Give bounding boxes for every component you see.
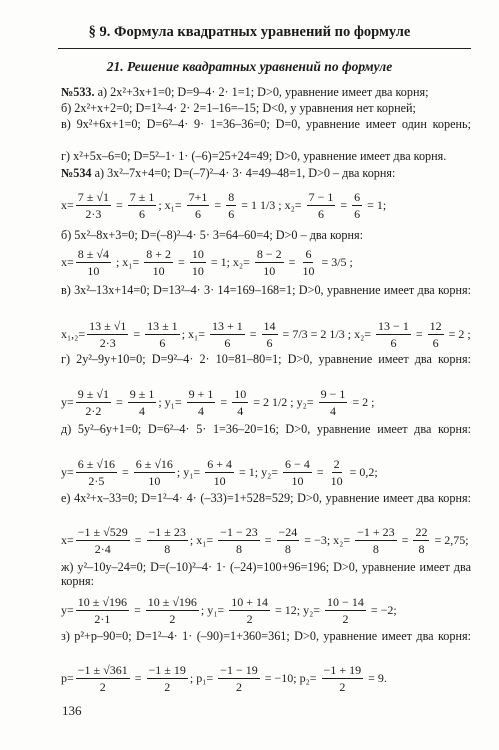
denominator: 6 <box>317 206 324 221</box>
formula-operator: = 12; y₂= <box>271 602 324 617</box>
fraction <box>76 457 117 488</box>
denominator: 6 <box>432 335 439 350</box>
denominator: 8 <box>418 541 425 556</box>
problem-534-e: е) 4x²+x–33=0; D=1²–4· 4· (–33)=1+528=529; D>0, уравнение имеет два корня: <box>61 491 471 505</box>
numerator: −1 ± 19 <box>148 662 186 677</box>
numerator: 13 − 1 <box>378 318 409 333</box>
numerator: 10 ± √196 <box>147 594 197 609</box>
subsection-title: 21. Решение квадратных уравнений по формуле <box>106 59 393 74</box>
formula-operator: = <box>285 254 299 269</box>
section-title: § 9. Формула квадратных уравнений по формуле <box>88 24 411 40</box>
formula-root-label: ; y₁= <box>200 602 228 617</box>
formula-operator: = <box>130 602 144 617</box>
formula-operator: = <box>118 464 132 479</box>
numerator: −1 + 19 <box>323 662 362 677</box>
denominator: 6 <box>159 335 166 350</box>
formula-root-label: ; x₁= <box>158 197 185 212</box>
denominator: 8 <box>164 541 171 556</box>
fraction <box>128 387 157 418</box>
title-divider <box>58 48 471 49</box>
denominator: 2·3 <box>99 335 116 350</box>
formula-534-b <box>61 241 473 283</box>
formula-534-e <box>61 519 473 561</box>
fraction <box>147 663 188 694</box>
formula-variable: x= <box>61 532 74 547</box>
denominator: 8 <box>284 541 291 556</box>
fraction <box>307 190 336 221</box>
formula-534-g <box>61 381 473 423</box>
problem-533-a: №533. а) 2x²+3x+1=0; D=9–4· 2· 1=1; D>0, уравнение имеет два корня; <box>61 85 429 99</box>
page-number: 136 <box>62 703 82 718</box>
fraction <box>352 190 362 221</box>
fraction <box>218 663 260 694</box>
fraction <box>329 457 345 488</box>
formula-operator: = <box>211 197 225 212</box>
fraction <box>255 247 284 278</box>
formula-text: = 2 ; <box>445 326 471 341</box>
denominator: 2·4 <box>94 541 111 556</box>
fraction <box>76 247 111 278</box>
denominator: 6 <box>195 206 202 221</box>
fraction <box>229 595 270 626</box>
numerator: −1 − 23 <box>220 524 258 539</box>
denominator: 10 <box>263 263 276 278</box>
denominator: 6 <box>139 206 146 221</box>
denominator: 10 <box>148 473 161 488</box>
numerator: −24 <box>278 524 298 539</box>
problem-534-b: б) 5x²–8x+3=0; D=(–8)²–4· 5· 3=64–60=4; D>0 – два корня: <box>61 228 363 242</box>
fraction <box>205 457 234 488</box>
problem-533-g: г) x²+5x–6=0; D=5²–1· 1· (–6)=25+24=49; D>0, уравнение имеет два корня. <box>61 149 447 163</box>
numerator: 10 <box>234 386 247 401</box>
fraction <box>128 190 157 221</box>
numerator: 7 − 1 <box>308 189 334 204</box>
formula-operator: = <box>131 532 145 547</box>
fraction <box>262 319 278 350</box>
denominator: 10 <box>213 473 226 488</box>
numerator: 6 <box>305 246 312 261</box>
problem-534-d: д) 5y²–6y+1=0; D=6²–4· 5· 1=36–20=16; D>0, уравнение имеет два корня: <box>61 422 471 436</box>
denominator: 10 <box>330 473 343 488</box>
formula-variable: x= <box>61 197 74 212</box>
denominator: 2 <box>99 679 106 694</box>
fraction <box>76 595 129 626</box>
formula-operator: = −10; p₂= <box>261 670 320 685</box>
formula-operator: = <box>130 326 144 341</box>
formula-operator: = <box>398 532 412 547</box>
formula-text: = 1 1/3 ; x₂= <box>238 197 305 212</box>
formula-operator: = <box>246 326 260 341</box>
numerator: 9 ± √1 <box>77 386 109 401</box>
numerator: 12 <box>429 318 442 333</box>
formula-root-label: x₁= <box>122 254 143 269</box>
denominator: 6 <box>390 335 397 350</box>
fraction <box>232 387 248 418</box>
formula-operator: = <box>112 394 126 409</box>
fraction <box>187 387 216 418</box>
denominator: 2·1 <box>94 611 111 626</box>
numerator: −1 ± √529 <box>77 524 128 539</box>
formula-variable: x₁,₂= <box>61 326 86 341</box>
formula-operator: = <box>261 532 275 547</box>
formula-operator: = 0,2; <box>346 464 378 479</box>
formula-operator: = <box>175 254 188 269</box>
formula-variable: y= <box>61 394 74 409</box>
formula-534-a <box>61 184 473 226</box>
denominator: 10 <box>87 263 100 278</box>
fraction <box>134 457 175 488</box>
numerator: −1 − 19 <box>220 662 258 677</box>
numerator: 7 ± √1 <box>77 189 109 204</box>
denominator: 10 <box>152 263 165 278</box>
formula-text: = −3; x₂= <box>301 532 354 547</box>
fraction <box>428 319 444 350</box>
formula-534-d <box>61 451 473 493</box>
formula-text: = 7/3 = 2 1/3 ; x₂= <box>279 326 375 341</box>
formula-text: = 1; <box>364 197 387 212</box>
formula-operator: = <box>131 670 145 685</box>
denominator: 10 <box>291 473 304 488</box>
fraction <box>76 190 111 221</box>
fraction <box>413 525 429 556</box>
denominator: 2·5 <box>88 473 105 488</box>
fraction <box>322 663 364 694</box>
denominator: 2 <box>246 611 253 626</box>
formula-variable: x= <box>61 254 74 269</box>
problem-533-b: б) 2x²+x+2=0; D=1²–4· 2· 2=1–16=–15; D<0, у уравнения нет корней; <box>61 101 416 115</box>
fraction <box>226 190 236 221</box>
numerator: 13 ± 1 <box>147 318 178 333</box>
denominator: 2 <box>169 611 176 626</box>
fraction <box>76 525 130 556</box>
formula-operator: = <box>217 394 231 409</box>
problem-533-v: в) 9x²+6x+1=0; D=6²–4· 9· 1=36–36=0; D=0, уравнение имеет один корень; <box>61 117 471 131</box>
formula-variable: y= <box>61 464 74 479</box>
formula-text: = −2; <box>367 602 397 617</box>
numerator: 13 ± √1 <box>89 318 127 333</box>
numerator: 10 ± √196 <box>77 594 127 609</box>
formula-root-label: ; y₁= <box>158 394 185 409</box>
formula-root-label: ; x₁= <box>181 326 208 341</box>
fraction <box>319 387 348 418</box>
denominator: 4 <box>329 403 336 418</box>
denominator: 8 <box>372 541 379 556</box>
denominator: 2 <box>342 611 349 626</box>
formula-operator: = 2 ; <box>349 394 375 409</box>
numerator: −1 ± √361 <box>77 662 128 677</box>
formula-text: = 2,75; <box>431 532 469 547</box>
formula-534-z <box>61 657 473 699</box>
numerator: 10 − 14 <box>327 594 364 609</box>
numerator: 8 <box>228 189 235 204</box>
denominator: 4 <box>198 403 205 418</box>
numerator: 9 ± 1 <box>129 386 155 401</box>
formula-operator: = 1; y₂= <box>235 464 282 479</box>
denominator: 2 <box>235 679 242 694</box>
problem-534-v: в) 3x²–13x+14=0; D=13²–4· 3· 14=169–168=1; D>0, уравнение имеет два корня: <box>61 283 471 297</box>
formula-variable: p= <box>61 670 74 685</box>
problem-534-z: з) p²+p–90=0; D=1²–4· 1· (–90)=1+360=361; D>0, уравнение имеет два корня: <box>61 629 471 643</box>
numerator: 22 <box>415 524 428 539</box>
fraction <box>146 595 199 626</box>
fraction <box>187 190 210 221</box>
denominator: 10 <box>191 263 204 278</box>
formula-variable: y= <box>61 602 74 617</box>
problem-534-g: г) 2y²–9y+10=0; D=9²–4· 2· 10=81–80=1; D>0, уравнение имеет два корня: <box>61 352 471 366</box>
formula-root-label: ; p₁= <box>189 670 217 685</box>
formula-534-zh <box>61 589 473 631</box>
denominator: 4 <box>139 403 146 418</box>
fraction <box>355 525 397 556</box>
denominator: 4 <box>237 403 244 418</box>
fraction <box>376 319 411 350</box>
formula-text: = <box>313 464 327 479</box>
formula-534-v <box>61 313 473 355</box>
formula-operator: = <box>337 197 351 212</box>
fraction <box>147 525 188 556</box>
numerator: 8 + 2 <box>146 246 172 261</box>
denominator: 6 <box>266 335 273 350</box>
formula-operator: ; <box>112 254 123 269</box>
numerator: −1 ± 23 <box>148 524 186 539</box>
problem-534-a: №534 а) 3x²–7x+4=0; D=(–7)²–4· 3· 4=49–48=1, D>0 – два корня: <box>61 166 396 180</box>
denominator: 6 <box>354 206 361 221</box>
denominator: 2·2 <box>85 403 102 418</box>
fraction <box>76 663 130 694</box>
formula-text: = 2 1/2 ; y₂= <box>250 394 317 409</box>
fraction <box>283 457 312 488</box>
numerator: 9 + 1 <box>188 386 214 401</box>
numerator: 6 − 4 <box>285 456 310 471</box>
numerator: 10 <box>191 246 204 261</box>
formula-root-label: ; y₁= <box>176 464 204 479</box>
formula-operator: = <box>112 197 126 212</box>
numerator: 10 + 14 <box>231 594 268 609</box>
fraction <box>325 595 366 626</box>
fraction <box>218 525 260 556</box>
formula-operator: = <box>412 326 426 341</box>
denominator: 2·3 <box>85 206 102 221</box>
formula-text: = 3/5 ; <box>318 254 353 269</box>
fraction <box>87 319 128 350</box>
fraction <box>300 247 316 278</box>
numerator: 7 ± 1 <box>129 189 155 204</box>
numerator: 6 ± √16 <box>135 456 173 471</box>
numerator: 14 <box>263 318 276 333</box>
denominator: 10 <box>302 263 315 278</box>
numerator: 8 ± √4 <box>77 246 109 261</box>
denominator: 6 <box>224 335 231 350</box>
denominator: 2 <box>339 679 346 694</box>
fraction <box>190 247 206 278</box>
fraction <box>210 319 245 350</box>
fraction <box>144 247 173 278</box>
numerator: 7+1 <box>188 189 208 204</box>
numerator: 6 ± √16 <box>77 456 115 471</box>
formula-text: = 9. <box>365 670 387 685</box>
formula-root-label: ; x₁= <box>189 532 217 547</box>
formula-text: = 1; x₂= <box>207 254 253 269</box>
denominator: 8 <box>235 541 242 556</box>
numerator: 13 + 1 <box>211 318 243 333</box>
numerator: 9 − 1 <box>320 386 346 401</box>
numerator: −1 + 23 <box>357 524 395 539</box>
fraction <box>76 387 111 418</box>
denominator: 2 <box>164 679 171 694</box>
numerator: 2 <box>333 456 340 471</box>
problem-534-zh: ж) y²–10y–24=0; D=(–10)²–4· 1· (–24)=100+96=196; D>0, уравнение имеет два корня: <box>61 560 471 588</box>
denominator: 6 <box>228 206 235 221</box>
numerator: 6 + 4 <box>207 456 232 471</box>
numerator: 8 − 2 <box>256 246 282 261</box>
numerator: 6 <box>354 189 361 204</box>
fraction <box>277 525 300 556</box>
fraction <box>145 319 180 350</box>
